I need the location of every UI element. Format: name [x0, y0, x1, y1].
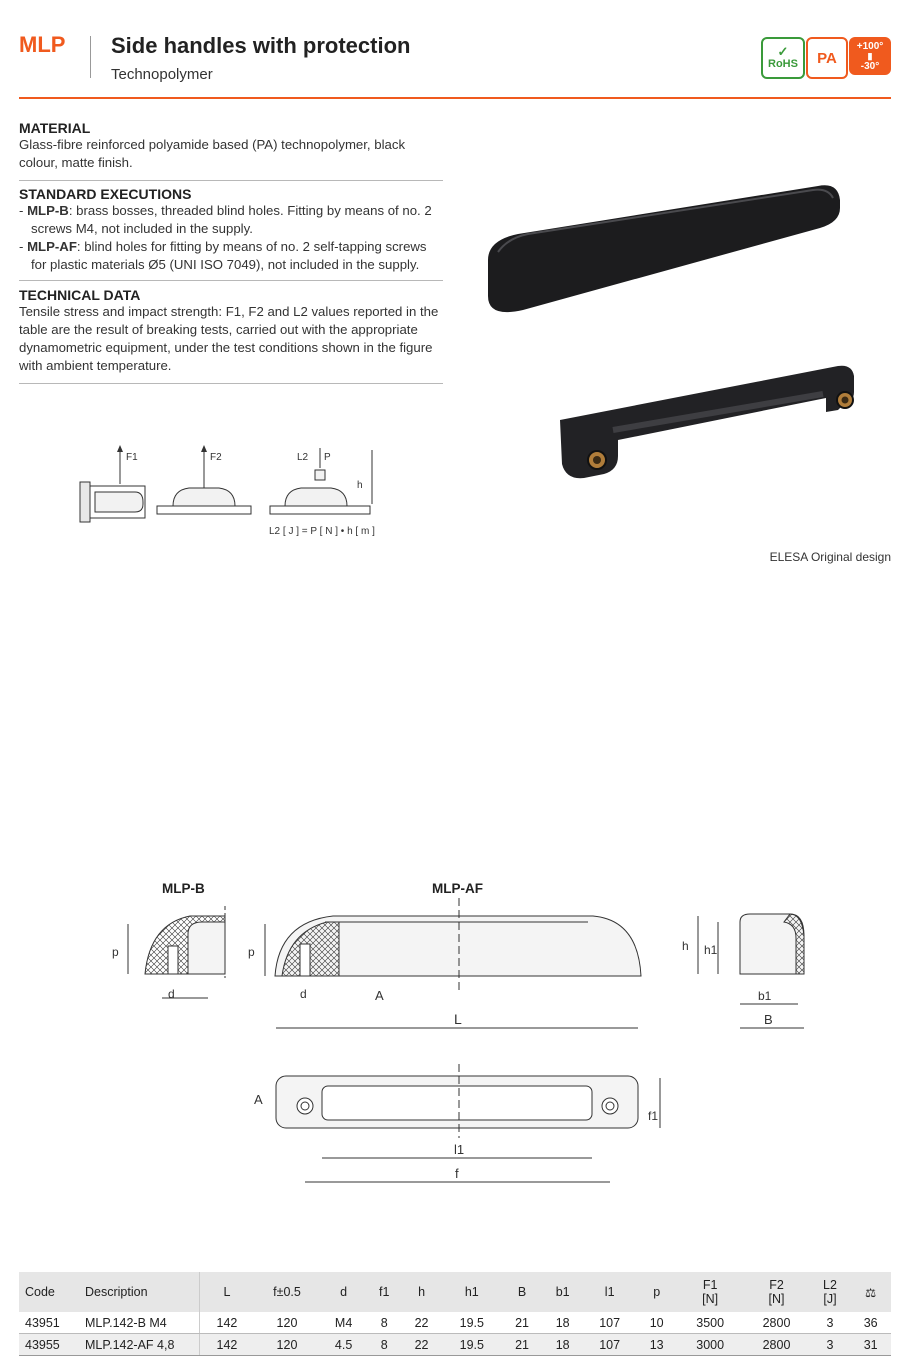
exec-text: : blind holes for fitting by means of no. 2 self-tapping screws for plastic materials Ø5 (UNI ISO 7049), not included in the supply.: [31, 239, 427, 272]
col-h: h: [418, 1285, 426, 1299]
cell-h1: 19.5: [442, 1334, 502, 1356]
l2-label: L2: [297, 452, 309, 463]
cell-B: 21: [502, 1312, 543, 1334]
L2-unit: [J]: [823, 1292, 837, 1306]
table-row: [19, 1334, 891, 1356]
col-f1: f1: [378, 1285, 390, 1299]
product-photo: [478, 180, 868, 500]
temp-low: -30°: [860, 60, 880, 72]
handle-underside-photo: [560, 366, 854, 479]
cell-f: 120: [254, 1312, 320, 1334]
rohs-label: RoHS: [768, 58, 798, 70]
exec-text: : brass bosses, threaded blind holes. Fitting by means of no. 2 screws M4, not included in the supply.: [31, 203, 432, 236]
cell-code: 43951: [19, 1312, 79, 1334]
technical-drawing: [100, 898, 820, 1198]
executions-heading: STANDARD EXECUTIONS: [19, 186, 192, 202]
f2-label: F2: [210, 452, 222, 463]
check-icon: ✓: [777, 44, 789, 59]
d-dim: d: [300, 987, 307, 1001]
col-B: B: [517, 1285, 527, 1299]
L2-label: L2: [823, 1278, 837, 1292]
thermometer-icon: ▮: [867, 50, 873, 61]
col-weight-icon: ⚖: [865, 1285, 877, 1300]
cell-description: MLP.142-AF 4,8: [79, 1334, 200, 1356]
l1-dim: l1: [454, 1142, 465, 1157]
p-label: P: [324, 452, 331, 463]
table-row: [19, 1312, 891, 1334]
cell-f1: 8: [367, 1334, 401, 1356]
a-marker: A: [375, 988, 384, 1003]
col-f: f±0.5: [273, 1285, 301, 1299]
col-description: Description: [85, 1285, 148, 1299]
cell-f1: 8: [367, 1312, 401, 1334]
pa-badge: PA: [806, 37, 848, 79]
h1-dim: h1: [704, 943, 718, 957]
d-dim: d: [168, 987, 175, 1001]
cell-d: 4.5: [320, 1334, 367, 1356]
divider: [19, 280, 443, 281]
cell-weight: 36: [850, 1312, 891, 1334]
p-dim: p: [112, 945, 119, 959]
col-d: d: [340, 1285, 348, 1299]
col-b1: b1: [555, 1285, 570, 1299]
divider: [19, 383, 443, 384]
mlp-af-label: MLP-AF: [432, 881, 483, 896]
b1-dim: b1: [758, 989, 772, 1003]
col-F1: [677, 1272, 743, 1312]
technical-text: Tensile stress and impact strength: F1, F2 and L2 values reported in the table are the result of breaking tests, carried out with the appropriate dynamometric equipment, under the test conditions shown in the figure with ambient temperature.: [19, 304, 439, 373]
col-l1: l1: [604, 1285, 615, 1299]
exec-code: MLP-B: [27, 203, 69, 218]
divider: [19, 180, 443, 181]
mlp-af-bottom-view: [254, 1064, 660, 1182]
F2-label: F2: [769, 1278, 784, 1292]
material-text: Glass-fibre reinforced polyamide based (PA) technopolymer, black colour, matte finish.: [19, 137, 406, 170]
f1-label: F1: [126, 452, 138, 463]
cell-h: 22: [401, 1312, 442, 1334]
B-dim: B: [764, 1012, 773, 1027]
cell-L2: 3: [810, 1312, 851, 1334]
col-L: L: [200, 1272, 254, 1312]
cell-B: 21: [502, 1334, 543, 1356]
cell-d: M4: [320, 1312, 367, 1334]
temp-high: +100°: [856, 40, 884, 52]
mlp-b-section: [112, 906, 225, 1001]
test-f1-illustration: [80, 445, 145, 522]
test-figure: [75, 440, 395, 540]
cell-p: 10: [636, 1312, 677, 1334]
list-item: - MLP-B: brass bosses, threaded blind holes. Fitting by means of no. 2 screws M4, not included in the supply.: [19, 203, 432, 236]
h-dim: h: [682, 939, 689, 953]
p-dim: p: [248, 945, 255, 959]
cell-p: 13: [636, 1334, 677, 1356]
test-l2-illustration: [269, 448, 375, 537]
cell-L: 142: [200, 1312, 254, 1334]
cell-l1: 107: [583, 1312, 636, 1334]
cell-h1: 19.5: [442, 1312, 502, 1334]
mlp-end-view: [682, 914, 804, 1028]
cell-b1: 18: [542, 1334, 583, 1356]
rohs-badge: [761, 37, 805, 79]
cell-code: 43955: [19, 1334, 79, 1356]
L-dim: L: [454, 1011, 462, 1027]
cell-F2: 2800: [743, 1312, 809, 1334]
material-section: [19, 120, 443, 181]
spec-table: [19, 1272, 891, 1356]
cell-L2: 3: [810, 1334, 851, 1356]
h-label: h: [357, 480, 363, 491]
F1-label: F1: [702, 1278, 718, 1292]
cell-F1: 3500: [677, 1312, 743, 1334]
cell-F2: 2800: [743, 1334, 809, 1356]
cell-b1: 18: [542, 1312, 583, 1334]
executions-section: [19, 186, 443, 281]
col-L2: [810, 1272, 851, 1312]
col-h1: h1: [464, 1285, 479, 1299]
header-divider: [90, 36, 91, 78]
exec-code: MLP-AF: [27, 239, 77, 254]
cell-L: 142: [200, 1334, 254, 1356]
col-p: p: [653, 1285, 661, 1299]
cell-description: MLP.142-B M4: [79, 1312, 200, 1334]
F1-unit: [N]: [702, 1292, 719, 1306]
mlp-af-side-view: [248, 898, 641, 1028]
technical-section: [19, 287, 443, 384]
product-code: MLP: [19, 32, 66, 57]
design-note: ELESA Original design: [769, 550, 891, 564]
mlp-b-label: MLP-B: [162, 881, 205, 896]
col-F2: [743, 1272, 809, 1312]
cell-weight: 31: [850, 1334, 891, 1356]
material-heading: MATERIAL: [19, 120, 91, 136]
f-dim: f: [455, 1166, 459, 1181]
a-marker: A: [254, 1092, 263, 1107]
formula: L2 [ J ] = P [ N ] • h [ m ]: [269, 526, 375, 537]
test-f2-illustration: [157, 445, 251, 514]
header-rule: [19, 97, 891, 99]
list-item: - MLP-AF: blind holes for fitting by means of no. 2 self-tapping screws for plastic materials Ø5 (UNI ISO 7049), not included in the supply.: [19, 239, 427, 272]
temperature-badge: [849, 37, 891, 75]
cell-h: 22: [401, 1334, 442, 1356]
col-code: Code: [25, 1285, 55, 1299]
cell-l1: 107: [583, 1334, 636, 1356]
page-title: Side handles with protection: [111, 33, 411, 58]
f1-dim: f1: [648, 1109, 659, 1123]
table-header-row: [19, 1272, 891, 1312]
page-subtitle: Technopolymer: [111, 66, 213, 83]
handle-top-view-photo: [488, 185, 840, 312]
technical-heading: TECHNICAL DATA: [19, 287, 141, 303]
cell-f: 120: [254, 1334, 320, 1356]
F2-unit: [N]: [768, 1292, 785, 1306]
cell-F1: 3000: [677, 1334, 743, 1356]
executions-list: [19, 202, 443, 274]
